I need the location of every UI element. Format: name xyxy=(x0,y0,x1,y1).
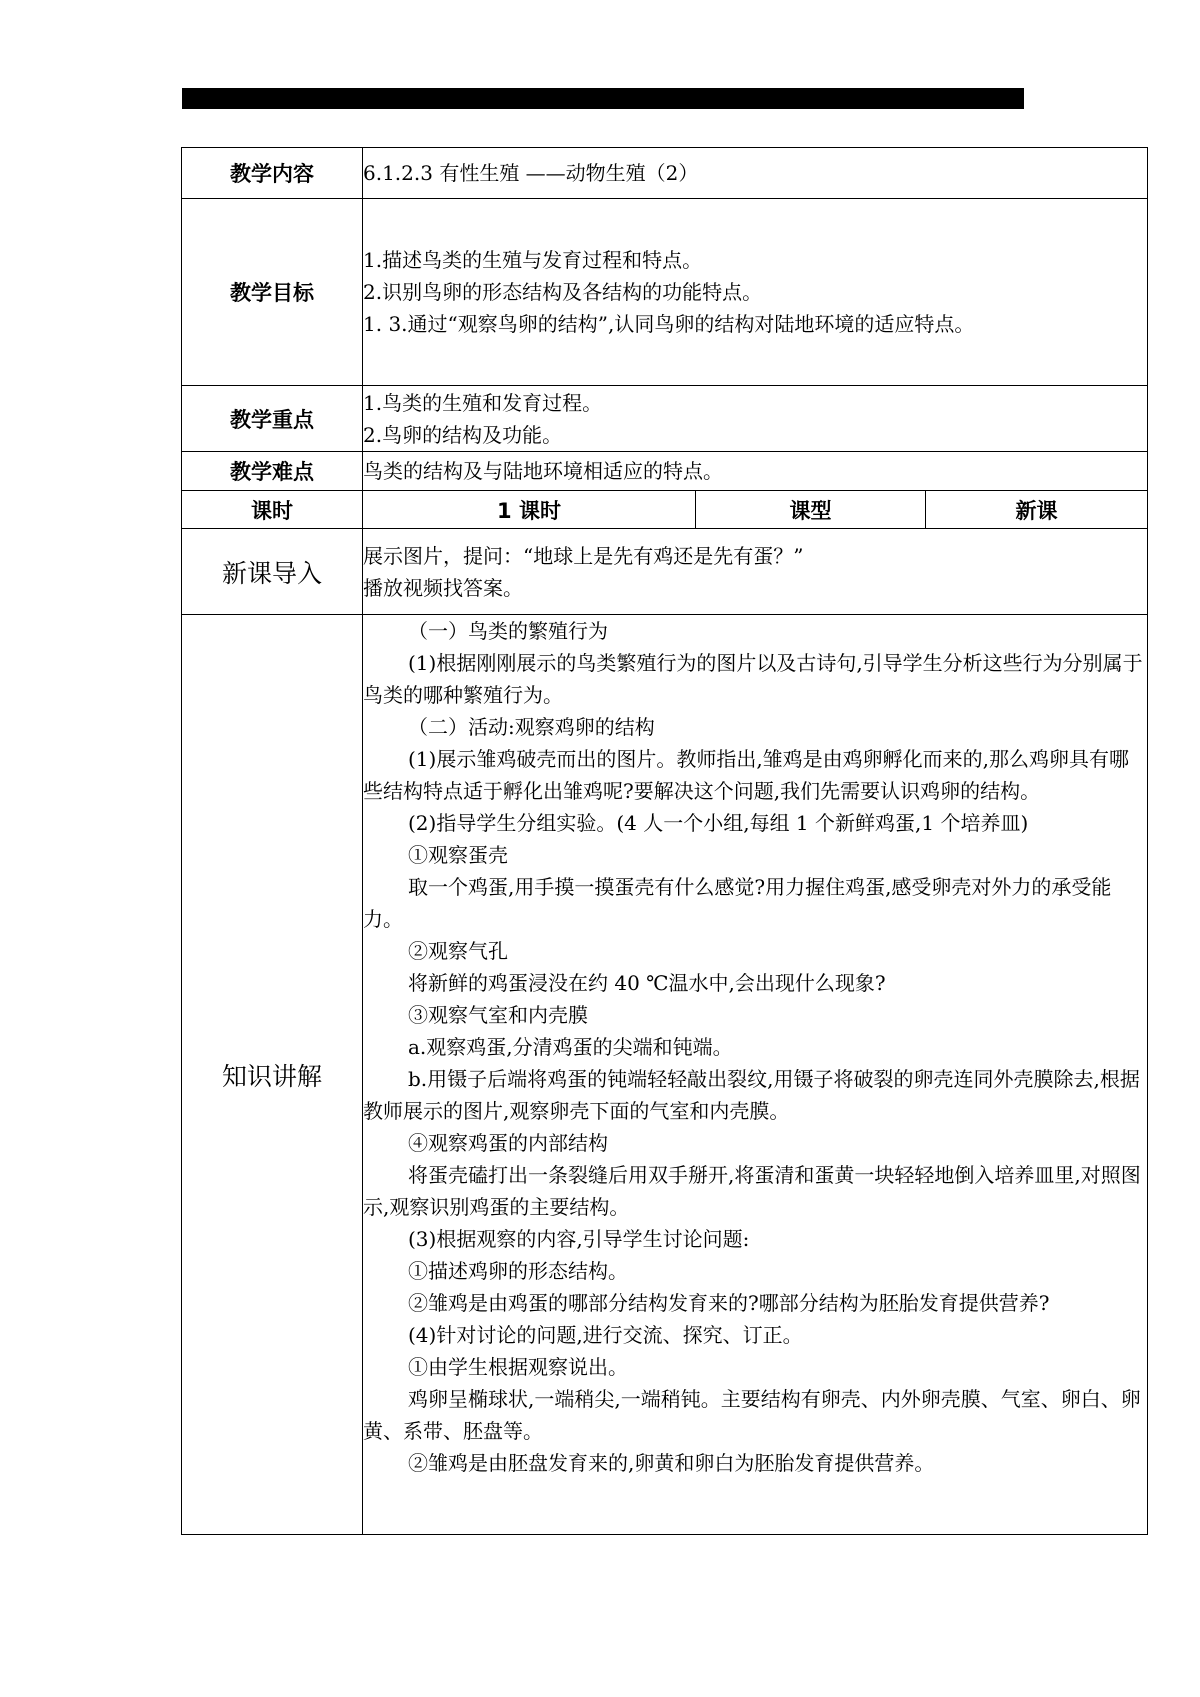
value-objectives xyxy=(363,199,1148,386)
knowledge-paragraph: ①描述鸡卵的形态结构。 xyxy=(408,1259,628,1283)
knowledge-paragraph: （二）活动:观察鸡卵的结构 xyxy=(408,715,655,739)
knowledge-paragraph: 取一个鸡蛋,用手摸一摸蛋壳有什么感觉?用力握住鸡蛋,感受卵壳对外力的承受能力。 xyxy=(363,875,1112,931)
knowledge-paragraph: ①由学生根据观察说出。 xyxy=(408,1355,628,1379)
label-lesson-type: 课型 xyxy=(696,491,926,529)
label-key-points: 教学重点 xyxy=(182,386,363,452)
label-content: 教学内容 xyxy=(182,148,363,199)
key-point-item: 1.鸟类的生殖和发育过程。 xyxy=(363,390,603,415)
value-lesson-type: 新课 xyxy=(926,491,1148,529)
row-difficulties xyxy=(182,452,1148,491)
objective-item: 1.描述鸟类的生殖与发育过程和特点。 xyxy=(363,248,703,272)
knowledge-paragraph: a.观察鸡蛋,分清鸡蛋的尖端和钝端。 xyxy=(408,1035,733,1059)
value-knowledge xyxy=(363,615,1148,1535)
knowledge-paragraph: (1)根据刚刚展示的鸟类繁殖行为的图片以及古诗句,引导学生分析这些行为分别属于鸟类的哪种繁殖行为。 xyxy=(363,651,1143,707)
objective-item: 1. 3.通过“观察鸟卵的结构”,认同鸟卵的结构对陆地环境的适应特点。 xyxy=(363,312,975,336)
knowledge-paragraph: (4)针对讨论的问题,进行交流、探究、订正。 xyxy=(408,1323,803,1347)
value-intro xyxy=(363,529,1148,615)
row-objectives xyxy=(182,199,1148,386)
knowledge-paragraph: 将新鲜的鸡蛋浸没在约 40 ℃温水中,会出现什么现象? xyxy=(408,971,886,995)
value-key-points xyxy=(363,386,1148,452)
row-schedule xyxy=(182,491,1148,529)
value-content: 6.1.2.3 有性生殖 ——动物生殖（2） xyxy=(363,148,1148,199)
row-key-points xyxy=(182,386,1148,452)
key-point-item: 2.鸟卵的结构及功能。 xyxy=(363,422,563,447)
objective-item: 2.识别鸟卵的形态结构及各结构的功能特点。 xyxy=(363,280,763,304)
value-hours: 1 课时 xyxy=(363,491,696,529)
knowledge-paragraph: ②观察气孔 xyxy=(408,939,508,963)
knowledge-paragraph: ①观察蛋壳 xyxy=(408,843,508,867)
label-intro: 新课导入 xyxy=(182,529,363,615)
row-content xyxy=(182,148,1148,199)
intro-item: 播放视频找答案。 xyxy=(363,575,523,600)
knowledge-paragraph: (3)根据观察的内容,引导学生讨论问题: xyxy=(408,1227,750,1251)
lesson-plan-table xyxy=(181,147,1148,1535)
header-bar xyxy=(182,88,1024,109)
knowledge-paragraph: ②雏鸡是由鸡蛋的哪部分结构发育来的?哪部分结构为胚胎发育提供营养? xyxy=(408,1291,1050,1315)
knowledge-paragraph: ③观察气室和内壳膜 xyxy=(408,1003,588,1027)
knowledge-paragraph: (2)指导学生分组实验。(4 人一个小组,每组 1 个新鲜鸡蛋,1 个培养皿) xyxy=(408,811,1029,835)
knowledge-paragraph: ②雏鸡是由胚盘发育来的,卵黄和卵白为胚胎发育提供营养。 xyxy=(408,1451,935,1475)
label-knowledge: 知识讲解 xyxy=(182,615,363,1535)
value-difficulties: 鸟类的结构及与陆地环境相适应的特点。 xyxy=(363,452,1148,491)
label-hours: 课时 xyxy=(182,491,363,529)
row-knowledge xyxy=(182,615,1148,1535)
knowledge-paragraph: 鸡卵呈椭球状,一端稍尖,一端稍钝。主要结构有卵壳、内外卵壳膜、气室、卵白、卵黄、系带、胚盘等。 xyxy=(363,1387,1141,1443)
knowledge-paragraph: 将蛋壳磕打出一条裂缝后用双手掰开,将蛋清和蛋黄一块轻轻地倒入培养皿里,对照图示,观察识别鸡蛋的主要结构。 xyxy=(363,1163,1141,1219)
knowledge-paragraph: （一）鸟类的繁殖行为 xyxy=(408,619,608,643)
knowledge-paragraph: (1)展示雏鸡破壳而出的图片。教师指出,雏鸡是由鸡卵孵化而来的,那么鸡卵具有哪些结构特点适于孵化出雏鸡呢?要解决这个问题,我们先需要认识鸡卵的结构。 xyxy=(363,747,1130,803)
knowledge-paragraph: b.用镊子后端将鸡蛋的钝端轻轻敲出裂纹,用镊子将破裂的卵壳连同外壳膜除去,根据教师展示的图片,观察卵壳下面的气室和内壳膜。 xyxy=(363,1067,1140,1123)
intro-item: 展示图片，提问：“地球上是先有鸡还是先有蛋？” xyxy=(363,543,804,568)
row-intro xyxy=(182,529,1148,615)
knowledge-paragraph: ④观察鸡蛋的内部结构 xyxy=(408,1131,608,1155)
label-objectives: 教学目标 xyxy=(182,199,363,386)
label-difficulties: 教学难点 xyxy=(182,452,363,491)
